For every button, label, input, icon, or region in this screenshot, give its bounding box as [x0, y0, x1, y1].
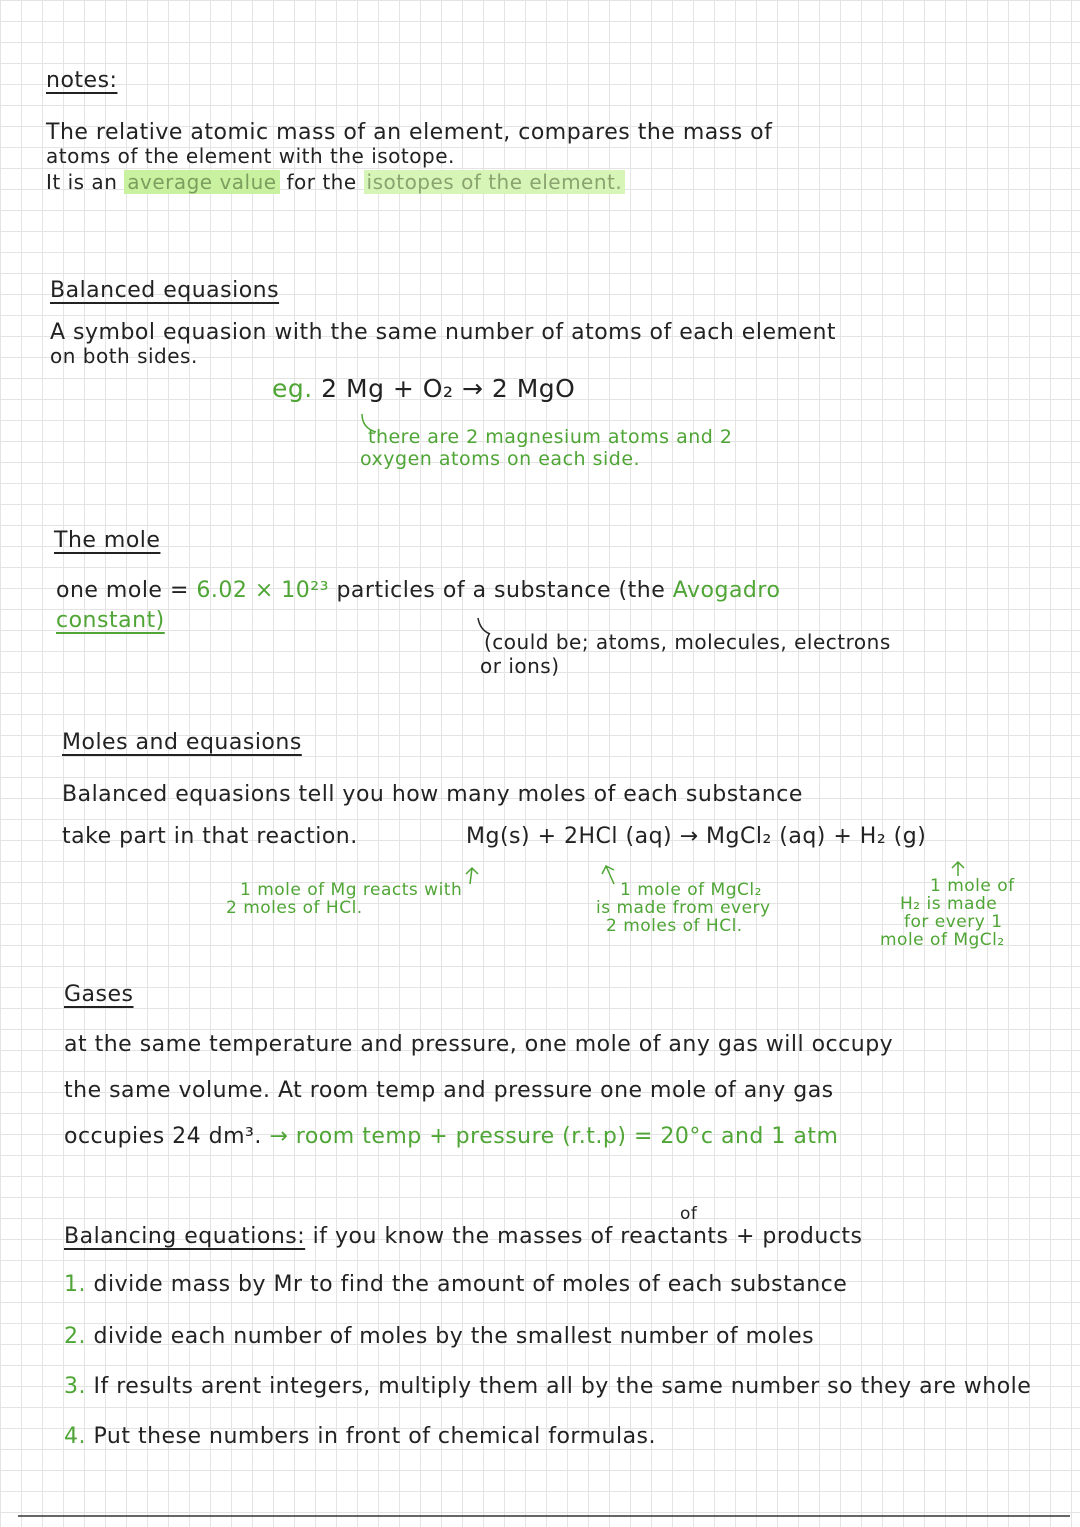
balancing-intro: if you know the masses of reactants + products	[312, 1224, 863, 1249]
equation-arrow: →	[461, 374, 484, 403]
moles-eq-line-2: take part in that reaction.	[62, 824, 358, 849]
equation-right: 2 MgO	[491, 374, 576, 403]
mole-note-1: (could be; atoms, molecules, electrons	[484, 630, 891, 654]
annot-mg-line-1: 1 mole of Mg reacts with	[240, 880, 463, 900]
highlight-isotopes: isotopes of the element.	[364, 170, 626, 194]
gases-line-3-text: occupies 24 dm³.	[64, 1124, 262, 1149]
gases-heading: Gases	[64, 982, 134, 1007]
notes-line-3-pre: It is an	[46, 170, 118, 194]
step-number: 3.	[64, 1374, 86, 1399]
annot-h2-line-1: 1 mole of	[930, 876, 1015, 896]
annot-h2-line-2: H₂ is made	[900, 894, 998, 914]
rtp-note: → room temp + pressure (r.t.p) = 20°c and 1 atm	[269, 1124, 839, 1149]
balanced-note-2: oxygen atoms on each side.	[360, 448, 641, 470]
note-arrow-icon	[362, 414, 376, 432]
balancing-insert: of	[680, 1204, 698, 1224]
balanced-line-1: A symbol equasion with the same number of atoms of each element	[50, 320, 837, 345]
eg-label: eg.	[272, 374, 313, 403]
moles-eq-line-1: Balanced equasions tell you how many moles of each substance	[62, 782, 803, 807]
gases-line-2: the same volume. At room temp and pressure one mole of any gas	[64, 1078, 834, 1103]
moles-equation: Mg(s) + 2HCl (aq) → MgCl₂ (aq) + H₂ (g)	[466, 824, 927, 849]
gases-line-1: at the same temperature and pressure, one mole of any gas will occupy	[64, 1032, 894, 1057]
annot-mgcl2-line-2: is made from every	[596, 898, 771, 918]
annot-h2-line-3: for every 1	[904, 912, 1003, 932]
step-number: 4.	[64, 1424, 86, 1449]
step-text: divide each number of moles by the smallest number of moles	[93, 1324, 815, 1349]
mole-def-mid: particles of a substance (the	[336, 578, 666, 603]
avogadro-word: Avogadro	[672, 578, 781, 603]
mole-arrow-icon	[478, 618, 490, 634]
mole-heading: The mole	[54, 528, 161, 553]
mgcl2-arrow-icon	[602, 866, 614, 884]
step-text: divide mass by Mr to find the amount of moles of each substance	[93, 1272, 848, 1297]
annot-h2-line-4: mole of MgCl₂	[880, 930, 1005, 950]
balanced-note-1: there are 2 magnesium atoms and 2	[368, 426, 733, 448]
mole-constant: constant)	[56, 608, 165, 633]
step-text: If results arent integers, multiply them all by the same number so they are whole	[93, 1374, 1032, 1399]
annot-mg-line-2: 2 moles of HCl.	[226, 898, 363, 918]
notes-line-2: atoms of the element with the isotope.	[46, 144, 455, 168]
notes-heading: notes:	[46, 68, 118, 93]
annot-mgcl2-line-1: 1 mole of MgCl₂	[620, 880, 762, 900]
annot-mgcl2-line-3: 2 moles of HCl.	[606, 916, 743, 936]
highlight-average-value: average value	[124, 170, 279, 194]
mole-note-2: or ions)	[480, 654, 560, 678]
notes-line-1: The relative atomic mass of an element, compares the mass of	[46, 120, 773, 145]
equation-left: 2 Mg + O₂	[321, 374, 454, 403]
mg-arrow-icon	[466, 868, 478, 884]
step-text: Put these numbers in front of chemical formulas.	[93, 1424, 657, 1449]
step-number: 2.	[64, 1324, 86, 1349]
step-number: 1.	[64, 1272, 86, 1297]
avogadro-value: 6.02 × 10²³	[196, 578, 329, 603]
mole-def-pre: one mole =	[56, 578, 189, 603]
balanced-line-2: on both sides.	[50, 344, 198, 368]
balancing-heading: Balancing equations:	[64, 1224, 306, 1249]
moles-eq-heading: Moles and equasions	[62, 730, 302, 755]
balanced-heading: Balanced equasions	[50, 278, 280, 303]
h2-arrow-icon	[952, 862, 964, 876]
notes-line-3-mid: for the	[286, 170, 357, 194]
